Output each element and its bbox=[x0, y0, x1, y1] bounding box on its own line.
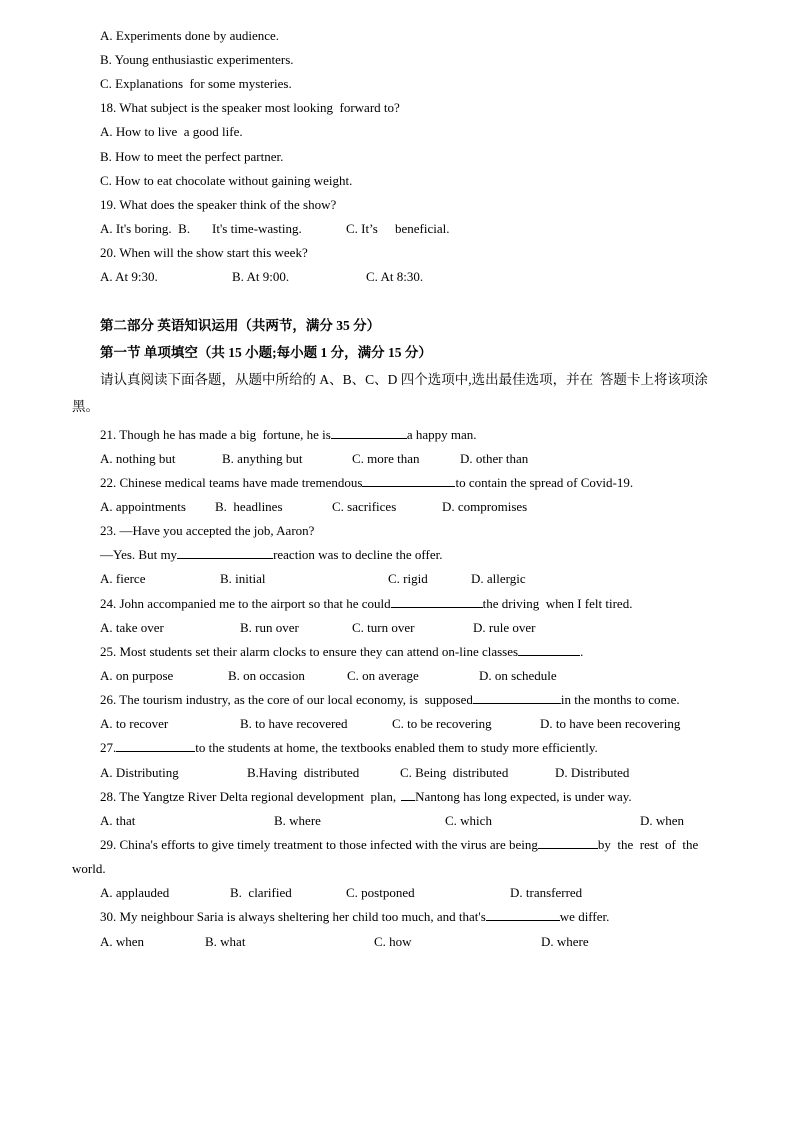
q22-option-a: A. appointments bbox=[100, 499, 186, 514]
q23-reply-before: —Yes. But my bbox=[100, 547, 178, 562]
q21-option-a: A. nothing but bbox=[100, 451, 176, 466]
q24-option-a: A. take over bbox=[100, 620, 164, 635]
instruction-line-1: 请认真阅读下面各题，从题中所给的 A、B、C、D 四个选项中,选出最佳选项，并在 答题卡上将该项涂 bbox=[100, 372, 708, 387]
q23-stem: 23. —Have you accepted the job, Aaron? bbox=[100, 523, 315, 538]
instruction-line-2: 黑。 bbox=[72, 399, 99, 414]
q21-stem-before: 21. Though he has made a big fortune, he is bbox=[100, 427, 331, 442]
q18-option-a: A. How to live a good life. bbox=[100, 124, 243, 139]
q25-option-c: C. on average bbox=[347, 668, 419, 683]
q19-options bbox=[0, 221, 793, 237]
q24-option-d: D. rule over bbox=[473, 620, 536, 635]
q27-stem-after: to the students at home, the textbooks enabled them to study more efficiently. bbox=[195, 740, 598, 755]
q25-option-d: D. on schedule bbox=[479, 668, 557, 683]
q26-stem-before: 26. The tourism industry, as the core of our local economy, is supposed bbox=[100, 692, 473, 707]
q29-option-b: B. clarified bbox=[230, 885, 292, 900]
part2-heading: 第二部分 英语知识运用（共两节，满分 35 分） bbox=[100, 318, 381, 333]
q22-stem bbox=[100, 475, 633, 491]
q18-option-c: C. How to eat chocolate without gaining weight. bbox=[100, 173, 353, 188]
q22-stem-before: 22. Chinese medical teams have made tremendous bbox=[100, 475, 363, 490]
q24-stem bbox=[100, 596, 632, 612]
q27-blank bbox=[116, 740, 195, 752]
q17-option-b: B. Young enthusiastic experimenters. bbox=[100, 52, 294, 67]
q29-option-c: C. postponed bbox=[346, 885, 415, 900]
q24-stem-before: 24. John accompanied me to the airport so that he could bbox=[100, 596, 391, 611]
q28-stem-before: 28. The Yangtze River Delta regional development plan, bbox=[100, 789, 397, 804]
q21-option-b: B. anything but bbox=[222, 451, 303, 466]
q20-option-a: A. At 9:30. bbox=[100, 269, 158, 284]
q28-option-c: C. which bbox=[445, 813, 492, 828]
q24-option-b: B. run over bbox=[240, 620, 299, 635]
q26-blank bbox=[473, 692, 561, 704]
q30-option-d: D. where bbox=[541, 934, 589, 949]
q29-options bbox=[0, 885, 793, 901]
q23-reply bbox=[100, 547, 442, 563]
q20-option-b: B. At 9:00. bbox=[232, 269, 290, 284]
q25-stem-before: 25. Most students set their alarm clocks to ensure they can attend on-line classes bbox=[100, 644, 519, 659]
q26-options bbox=[0, 716, 793, 732]
q26-option-b: B. to have recovered bbox=[240, 716, 348, 731]
q26-option-a: A. to recover bbox=[100, 716, 169, 731]
q19-option-b-text: It's time-wasting. bbox=[212, 221, 302, 236]
q23-option-a: A. fierce bbox=[100, 571, 146, 586]
q25-option-a: A. on purpose bbox=[100, 668, 174, 683]
q28-stem-after: Nantong has long expected, is under way. bbox=[415, 789, 632, 804]
q23-options bbox=[0, 571, 793, 587]
q22-blank bbox=[362, 475, 455, 487]
q20-options bbox=[0, 269, 793, 285]
q30-stem-after: we differ. bbox=[559, 909, 610, 924]
q20-option-c: C. At 8:30. bbox=[366, 269, 424, 284]
q25-blank bbox=[518, 644, 580, 656]
q30-options bbox=[0, 934, 793, 950]
q26-option-d: D. to have been recovering bbox=[540, 716, 681, 731]
q30-option-c: C. how bbox=[374, 934, 412, 949]
q23-reply-after: reaction was to decline the offer. bbox=[273, 547, 443, 562]
q28-option-d: D. when bbox=[640, 813, 685, 828]
q29-option-a: A. applauded bbox=[100, 885, 170, 900]
q21-stem-after: a happy man. bbox=[406, 427, 477, 442]
q26-option-c: C. to be recovering bbox=[392, 716, 492, 731]
q28-blank bbox=[401, 789, 415, 801]
q18-stem: 18. What subject is the speaker most looking forward to? bbox=[100, 100, 400, 115]
q19-option-ab: A. It's boring. B. bbox=[100, 221, 191, 236]
q24-blank bbox=[391, 596, 483, 608]
q22-stem-after: to contain the spread of Covid-19. bbox=[455, 475, 634, 490]
q24-stem-after: the driving when I felt tired. bbox=[482, 596, 633, 611]
q30-option-b: B. what bbox=[205, 934, 246, 949]
q22-option-b: B. headlines bbox=[215, 499, 283, 514]
q29-blank bbox=[538, 837, 598, 849]
q24-options bbox=[0, 620, 793, 636]
q21-option-d: D. other than bbox=[460, 451, 529, 466]
q23-option-d: D. allergic bbox=[471, 571, 526, 586]
q21-blank bbox=[331, 427, 407, 439]
q25-stem bbox=[100, 644, 583, 660]
q20-stem: 20. When will the show start this week? bbox=[100, 245, 308, 260]
q30-blank bbox=[486, 909, 560, 921]
q27-stem-before: 27. bbox=[100, 740, 117, 755]
q30-stem bbox=[100, 909, 609, 925]
q28-option-a: A. that bbox=[100, 813, 136, 828]
q17-option-a: A. Experiments done by audience. bbox=[100, 28, 280, 43]
q25-options bbox=[0, 668, 793, 684]
q27-option-d: D. Distributed bbox=[555, 765, 630, 780]
q30-option-a: A. when bbox=[100, 934, 145, 949]
q22-option-d: D. compromises bbox=[442, 499, 528, 514]
q27-options bbox=[0, 765, 793, 781]
q21-options bbox=[0, 451, 793, 467]
q29-option-d: D. transferred bbox=[510, 885, 583, 900]
q29-stem-after: by the rest of the bbox=[597, 837, 699, 852]
q26-stem-after: in the months to come. bbox=[560, 692, 680, 707]
q22-options bbox=[0, 499, 793, 515]
q19-stem: 19. What does the speaker think of the show? bbox=[100, 197, 337, 212]
q22-option-c: C. sacrifices bbox=[332, 499, 397, 514]
q27-option-a: A. Distributing bbox=[100, 765, 179, 780]
q29-stem-continued: world. bbox=[72, 861, 106, 876]
q23-blank bbox=[177, 547, 273, 559]
q21-stem bbox=[100, 427, 477, 443]
q19-option-c-text: beneficial. bbox=[395, 221, 450, 236]
q23-option-b: B. initial bbox=[220, 571, 266, 586]
q28-options bbox=[0, 813, 793, 829]
q18-option-b: B. How to meet the perfect partner. bbox=[100, 149, 284, 164]
q23-option-c: C. rigid bbox=[388, 571, 428, 586]
q19-option-c: C. It’s bbox=[346, 221, 378, 236]
q30-stem-before: 30. My neighbour Saria is always sheltering her child too much, and that's bbox=[100, 909, 486, 924]
section1-heading: 第一节 单项填空（共 15 小题;每小题 1 分，满分 15 分） bbox=[100, 345, 432, 360]
q21-option-c: C. more than bbox=[352, 451, 420, 466]
q28-stem bbox=[100, 789, 632, 805]
q27-option-b: B.Having distributed bbox=[247, 765, 360, 780]
q27-stem bbox=[100, 740, 598, 756]
q26-stem bbox=[100, 692, 680, 708]
q24-option-c: C. turn over bbox=[352, 620, 415, 635]
q28-option-b: B. where bbox=[274, 813, 321, 828]
q27-option-c: C. Being distributed bbox=[400, 765, 509, 780]
q25-stem-after: . bbox=[580, 644, 584, 659]
q29-stem bbox=[100, 837, 698, 853]
q29-stem-before: 29. China's efforts to give timely treatment to those infected with the virus are being bbox=[100, 837, 538, 852]
q17-option-c: C. Explanations for some mysteries. bbox=[100, 76, 292, 91]
q25-option-b: B. on occasion bbox=[228, 668, 305, 683]
